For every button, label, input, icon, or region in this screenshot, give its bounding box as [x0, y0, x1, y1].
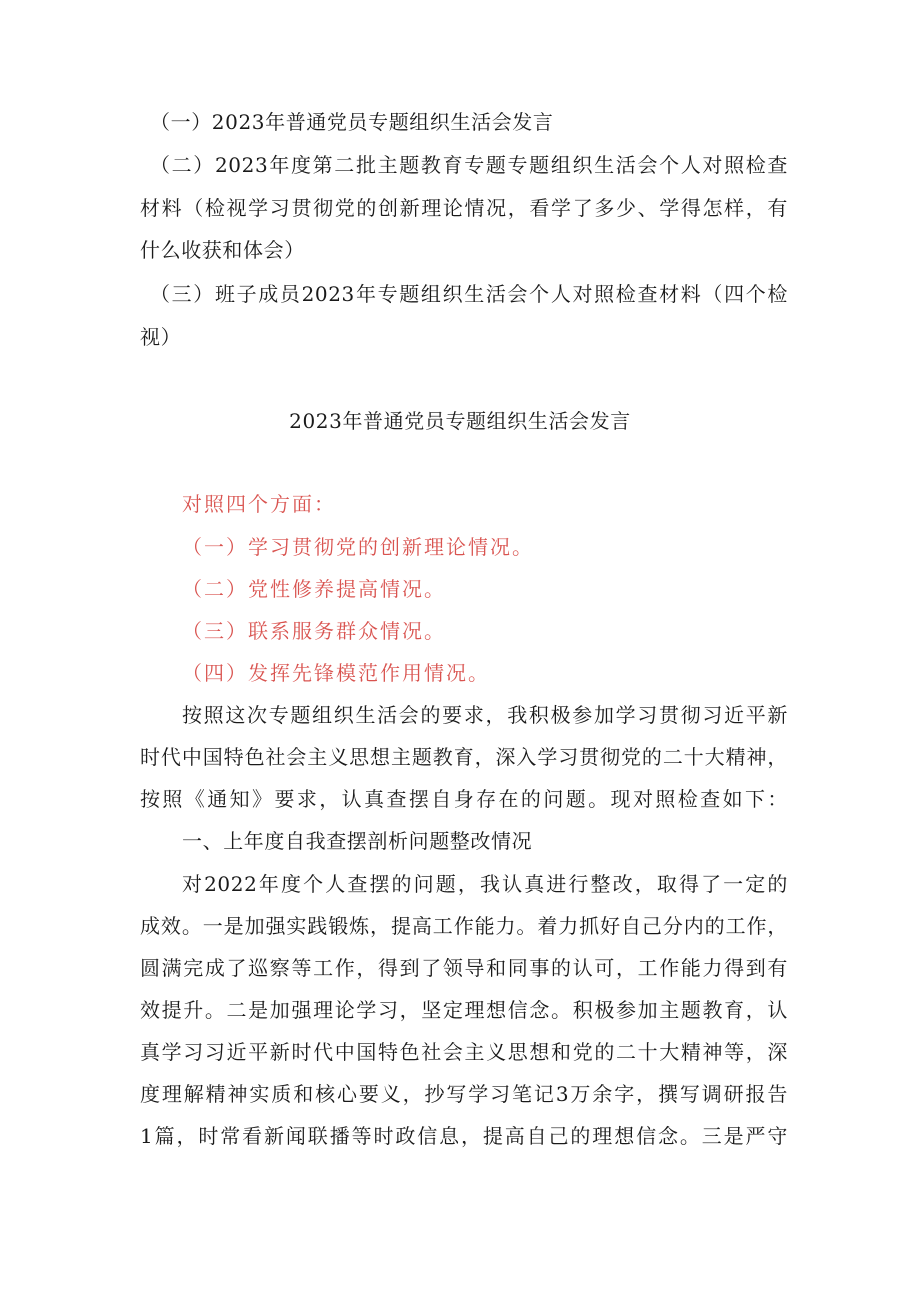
toc-item-3-line-1: （三）班子成员2023年专题组织生活会个人对照检查材料（四个检 — [150, 282, 788, 306]
document-title: 2023年普通党员专题组织生活会发言 — [289, 409, 631, 433]
toc-item-1: （一）2023年普通党员专题组织生活会发言 — [150, 110, 554, 134]
aspects-heading: 对照四个方面： — [182, 492, 336, 516]
section-1-line-5: 真学习习近平新时代中国特色社会主义思想和党的二十大精神等，深 — [140, 1040, 788, 1064]
section-1-line-7: 1篇，时常看新闻联播等时政信息，提高自己的理想信念。三是严守 — [140, 1124, 788, 1148]
section-1-line-1: 对2022年度个人查摆的问题，我认真进行整改，取得了一定的 — [182, 872, 788, 896]
aspect-item-1: （一）学习贯彻党的创新理论情况。 — [182, 535, 534, 559]
toc-item-2-line-3: 什么收获和体会） — [140, 238, 305, 262]
toc-item-2-line-2: 材料（检视学习贯彻党的创新理论情况，看学了多少、学得怎样，有 — [140, 196, 788, 220]
aspect-item-4: （四）发挥先锋模范作用情况。 — [182, 661, 490, 685]
intro-line-3: 按照《通知》要求，认真查摆自身存在的问题。现对照检查如下： — [140, 787, 788, 811]
aspect-item-2: （二）党性修养提高情况。 — [182, 577, 446, 601]
section-1-line-3: 圆满完成了巡察等工作，得到了领导和同事的认可，工作能力得到有 — [140, 956, 788, 980]
intro-line-1: 按照这次专题组织生活会的要求，我积极参加学习贯彻习近平新 — [182, 703, 788, 727]
aspect-item-3: （三）联系服务群众情况。 — [182, 619, 446, 643]
toc-item-3-line-2: 视） — [140, 325, 182, 349]
section-1-line-4: 效提升。二是加强理论学习，坚定理想信念。积极参加主题教育，认 — [140, 998, 788, 1022]
section-1-line-2: 成效。一是加强实践锻炼，提高工作能力。着力抓好自己分内的工作， — [140, 914, 788, 938]
intro-line-2: 时代中国特色社会主义思想主题教育，深入学习贯彻党的二十大精神， — [140, 745, 788, 769]
section-1-heading: 一、上年度自我查摆剖析问题整改情况 — [182, 829, 533, 853]
toc-item-2-line-1: （二）2023年度第二批主题教育专题专题组织生活会个人对照检查 — [150, 153, 788, 177]
section-1-line-6: 度理解精神实质和核心要义，抄写学习笔记3万余字，撰写调研报告 — [140, 1082, 788, 1106]
